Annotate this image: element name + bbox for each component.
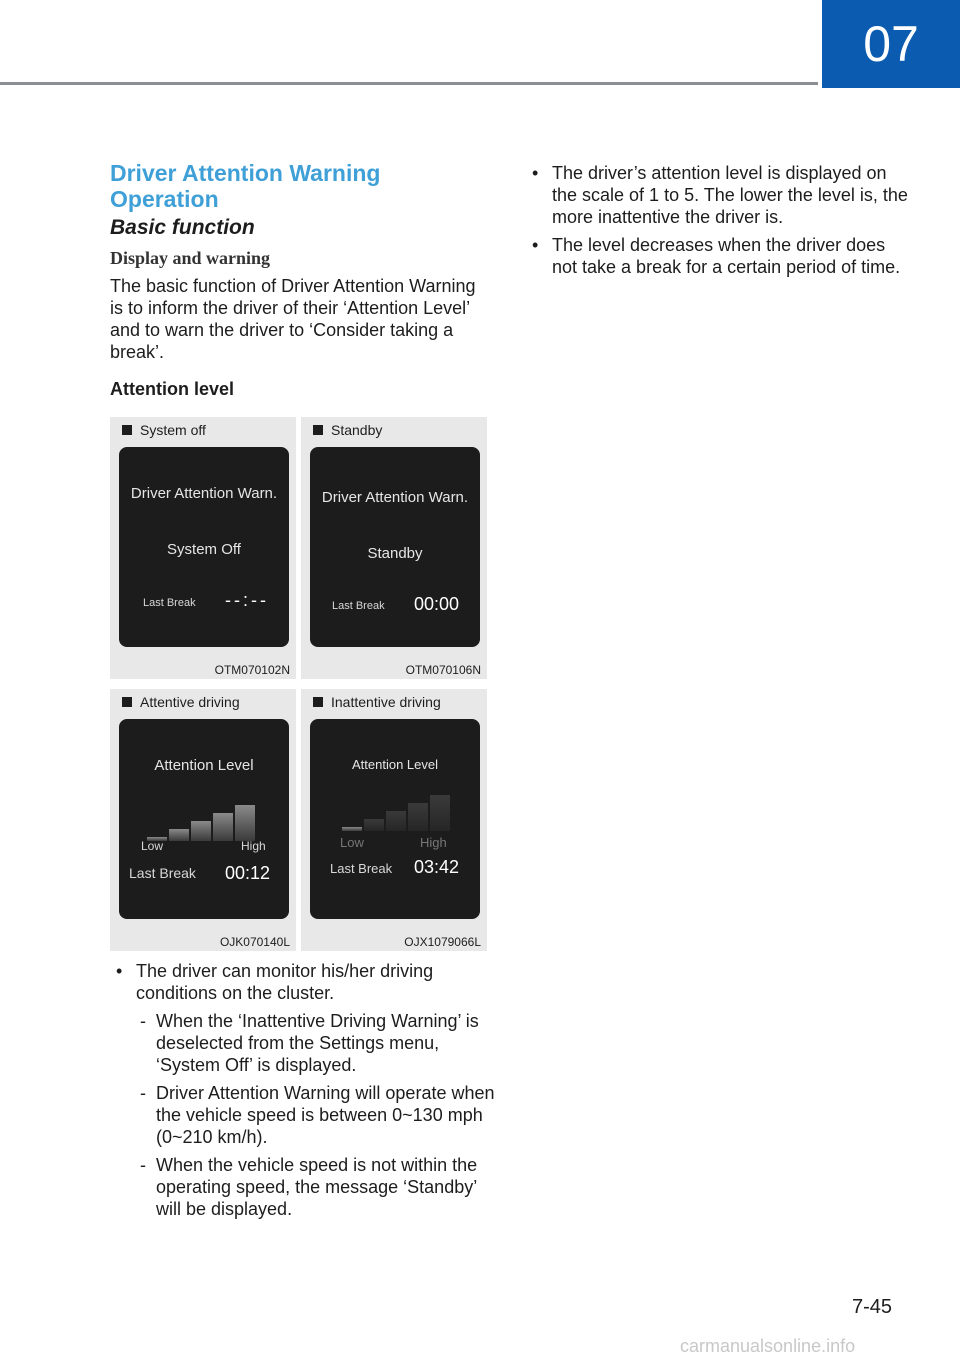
last-break-value: 03:42 bbox=[414, 857, 460, 877]
screen-title: Attention Level bbox=[351, 757, 438, 772]
last-break-label: Last Break bbox=[332, 600, 385, 612]
square-bullet-icon bbox=[313, 425, 323, 435]
screen-title: Driver Attention Warn. bbox=[130, 485, 278, 502]
attention-bars bbox=[342, 791, 452, 831]
figure-standby bbox=[301, 417, 487, 679]
left-column bbox=[110, 160, 490, 400]
last-break-value: 00:00 bbox=[414, 594, 460, 614]
figure-caption: Standby bbox=[313, 422, 382, 438]
last-break-value: 00:12 bbox=[225, 863, 271, 883]
last-break-label: Last Break bbox=[129, 865, 196, 881]
high-label: High bbox=[420, 835, 447, 850]
chapter-tab: 07 bbox=[822, 0, 960, 88]
cluster-screen bbox=[119, 719, 289, 919]
attention-bar bbox=[235, 805, 255, 841]
section-title: Driver Attention Warning Operation bbox=[110, 160, 381, 212]
figure-caption: Attentive driving bbox=[122, 694, 240, 710]
page-number: 7-45 bbox=[852, 1296, 893, 1318]
serif-heading: Display and warning bbox=[110, 248, 271, 268]
figure-code: OJK070140L bbox=[219, 935, 290, 949]
screen-state: Standby bbox=[367, 545, 423, 562]
attention-bar bbox=[364, 819, 384, 831]
watermark: carmanualsonline.info bbox=[680, 1336, 856, 1356]
attention-bar bbox=[191, 821, 211, 841]
intro-paragraph: The basic function of Driver Attention Warning is to inform the driver of their ‘Attention Level’ and to warn the driver to ‘Consider taking a break’. bbox=[110, 276, 476, 362]
figure-caption: Inattentive driving bbox=[313, 694, 441, 710]
attention-bar bbox=[430, 795, 450, 831]
bullet-item: • The driver can monitor his/her driving conditions on the cluster. bbox=[110, 960, 495, 1004]
dash-item: - When the ‘Inattentive Driving Warning’ is deselected from the Settings menu, ‘System Off’ is displayed. bbox=[110, 1010, 495, 1076]
square-bullet-icon bbox=[122, 425, 132, 435]
left-bullets bbox=[110, 960, 495, 1220]
attention-bar bbox=[342, 827, 362, 831]
attention-level-heading: Attention level bbox=[110, 379, 235, 399]
attention-bar bbox=[386, 811, 406, 831]
right-column bbox=[526, 162, 911, 284]
sub-title: Basic function bbox=[110, 216, 255, 239]
last-break-label: Last Break bbox=[143, 597, 196, 609]
cluster-screen bbox=[310, 719, 480, 919]
figure-code: OTM070102N bbox=[214, 663, 290, 677]
last-break-value: --:-- bbox=[225, 590, 269, 610]
square-bullet-icon bbox=[313, 697, 323, 707]
figure-caption: System off bbox=[122, 422, 206, 438]
bullet-item: • The level decreases when the driver does not take a break for a certain period of time. bbox=[526, 234, 911, 278]
low-label: Low bbox=[141, 839, 164, 853]
high-label: High bbox=[241, 839, 266, 853]
bullet-item: • The driver’s attention level is displayed on the scale of 1 to 5. The lower the level is, the more inattentive the driver is. bbox=[526, 162, 911, 228]
screen-title: Driver Attention Warn. bbox=[321, 489, 469, 506]
cluster-screen bbox=[310, 447, 480, 647]
attention-bar bbox=[213, 813, 233, 841]
figure-code: OTM070106N bbox=[405, 663, 481, 677]
square-bullet-icon bbox=[122, 697, 132, 707]
attention-bar bbox=[408, 803, 428, 831]
screen-state: System Off bbox=[167, 541, 241, 558]
figure-code: OJX1079066L bbox=[404, 935, 481, 949]
screen-title: Attention Level bbox=[154, 757, 254, 774]
dash-item: - Driver Attention Warning will operate when the vehicle speed is between 0~130 mph (0~210 km/h). bbox=[110, 1082, 495, 1148]
cluster-screen bbox=[119, 447, 289, 647]
figure-attentive bbox=[110, 689, 296, 951]
attention-bar bbox=[169, 829, 189, 841]
dash-item: - When the vehicle speed is not within the operating speed, the message ‘Standby’ will be displayed. bbox=[110, 1154, 495, 1220]
attention-bars bbox=[147, 801, 257, 841]
last-break-label: Last Break bbox=[330, 861, 393, 876]
low-label: Low bbox=[340, 835, 364, 850]
header-rule bbox=[0, 82, 818, 85]
figure-inattentive bbox=[301, 689, 487, 951]
figure-system-off bbox=[110, 417, 296, 679]
